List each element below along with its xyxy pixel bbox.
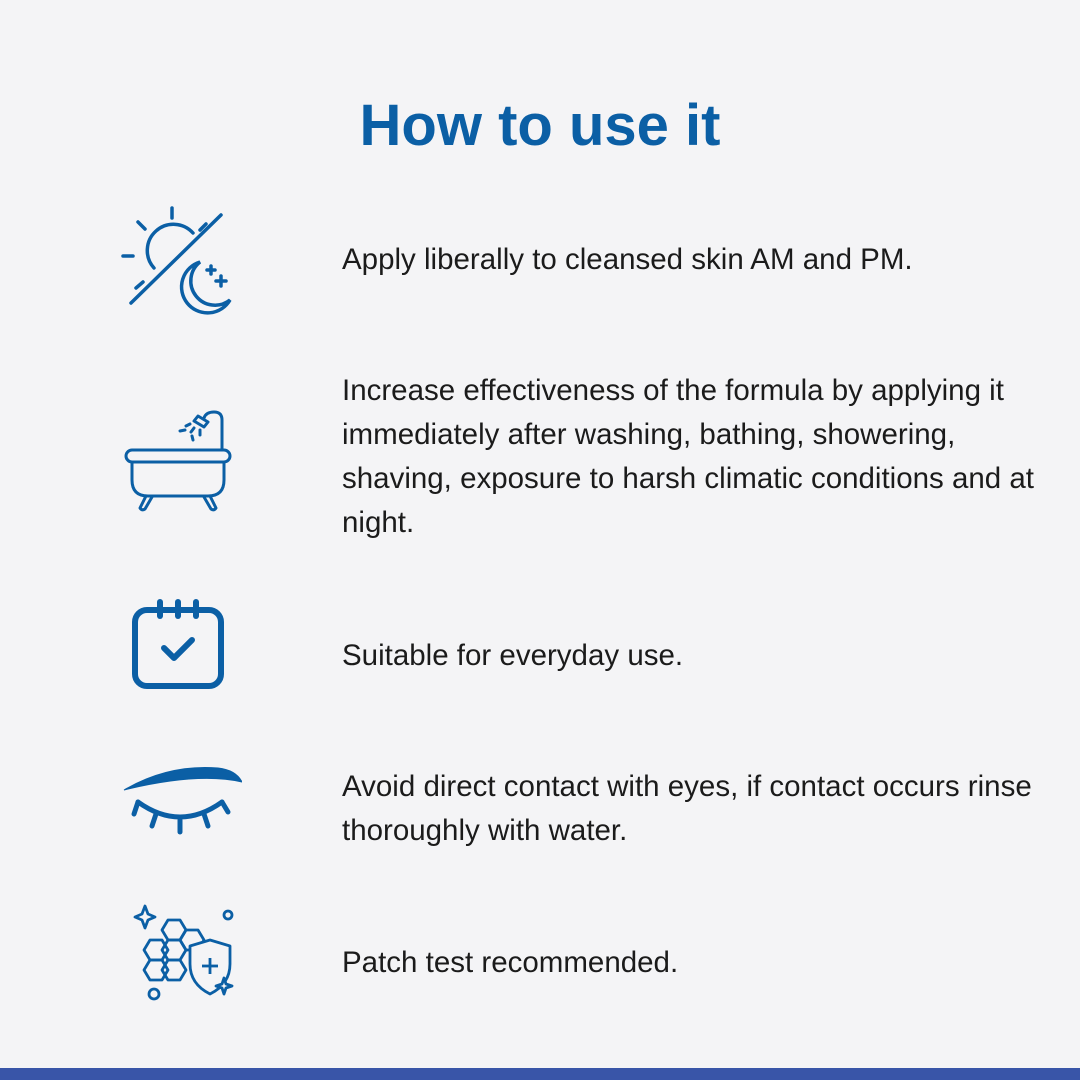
calendar-check-icon bbox=[118, 596, 242, 720]
bathtub-shower-icon bbox=[118, 400, 242, 524]
page-title: How to use it bbox=[359, 93, 721, 158]
instruction-text: Patch test recommended. bbox=[342, 946, 679, 979]
skin-shield-icon bbox=[118, 902, 242, 1026]
bottom-accent-bar bbox=[0, 1068, 1080, 1080]
instruction-text: Avoid direct contact with eyes, if contact occurs rinse thoroughly with water. bbox=[342, 770, 1032, 847]
instruction-text: Increase effectiveness of the formula by applying it immediately after washing, bathing, showering, shaving, exposure to harsh climatic conditions and at night. bbox=[342, 374, 1034, 539]
instruction-text: Suitable for everyday use. bbox=[342, 639, 684, 672]
instruction-text: Apply liberally to cleansed skin AM and PM. bbox=[342, 243, 913, 276]
day-night-icon bbox=[118, 200, 242, 324]
closed-eye-icon bbox=[118, 750, 242, 874]
